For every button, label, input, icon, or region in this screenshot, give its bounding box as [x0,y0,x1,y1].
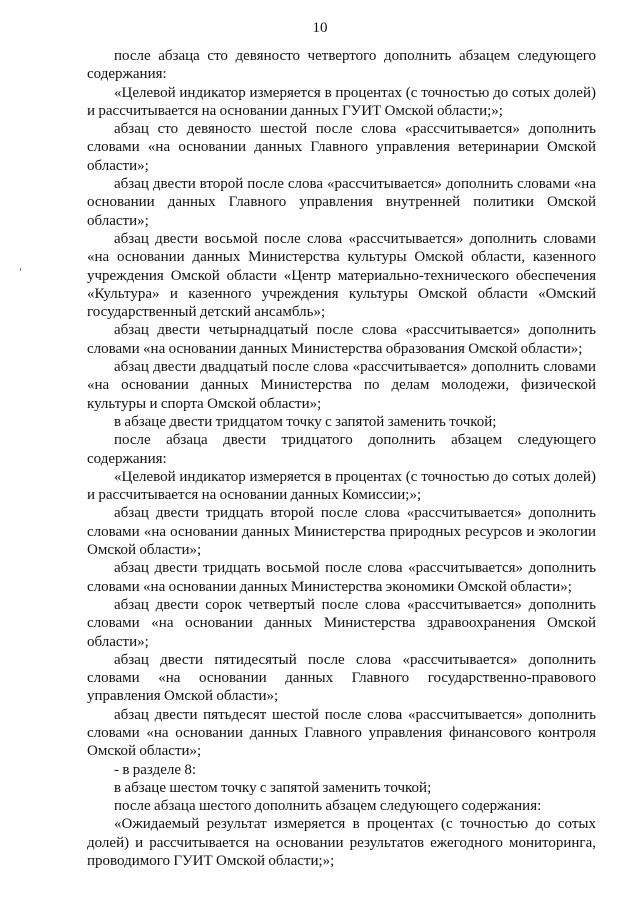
paragraph: абзац двести восьмой после слова «рассчитывается» дополнить словами «на основании данных Министерства культуры Омской области, казенного учреждения Омской области «Центр материально-технического обеспечения «Культура» и казенного учреждения культуры Омской области «Омский государственный детский ансамбль»; [87,230,596,321]
paragraph: абзац двести пятидесятый после слова «рассчитывается» дополнить словами «на основании данных Главного государственно-правового управления Омской области»; [87,651,596,705]
paragraph: абзац двести двадцатый после слова «рассчитывается» дополнить словами «на основании данных Министерства по делам молодежи, физической культуры и спорта Омской области»; [87,359,596,412]
paragraph: абзац двести пятьдесят шестой после слова «рассчитывается» дополнить словами «на основании данных Главного управления финансового контроля Омской области»; [87,706,596,760]
paragraph: абзац двести сорок четвертый после слова «рассчитывается» дополнить словами «на основании данных Министерства здравоохранения Омской области»; [87,596,596,650]
paragraph: после абзаца шестого дополнить абзацем следующего содержания: [114,798,542,815]
paragraph: в абзаце двести тридцатом точку с запятой заменить точкой; [114,413,497,430]
paragraph: - в разделе 8: [114,761,197,778]
paragraph: «Целевой индикатор измеряется в процентах (с точностью до сотых долей) и рассчитывается на основании данных Комиссии;»; [87,468,596,504]
paragraph: «Целевой индикатор измеряется в процентах (с точностью до сотых долей) и рассчитывается на основании данных ГУИТ Омской области;»; [87,84,596,119]
paragraph: «Ожидаемый результат измеряется в процентах (с точностью до сотых долей) и рассчитывается на основании результатов ежегодного мониторинга, проводимого ГУИТ Омской области;»; [87,816,596,870]
paragraph: абзац двести тридцать второй после слова «рассчитывается» дополнить словами «на основании данных Министерства природных ресурсов и экологии Омской области»; [87,505,596,559]
paragraph: после абзаца сто девяносто четвертого дополнить абзацем следующего содержания: [87,48,596,83]
paragraph: в абзаце шестом точку с запятой заменить точкой; [114,779,432,796]
document-body [87,47,596,870]
paragraph: абзац двести второй после слова «рассчитывается» дополнить словами «на основании данных Главного управления внутренней политики Омской области»; [87,176,596,229]
paragraph: после абзаца двести тридцатого дополнить абзацем следующего содержания: [87,432,596,467]
paragraph: абзац двести четырнадцатый после слова «рассчитывается» дополнить словами «на основании данных Министерства образования Омской области»; [87,322,596,357]
paragraph: абзац сто девяносто шестой после слова «рассчитывается» дополнить словами «на основании данных Главного управления ветеринарии Омской области»; [87,121,596,174]
scan-artifact [20,268,21,271]
paragraph: абзац двести тридцать восьмой после слова «рассчитывается» дополнить словами «на основании данных Министерства экономики Омской области»; [87,560,596,595]
page-number: 10 [312,20,328,36]
